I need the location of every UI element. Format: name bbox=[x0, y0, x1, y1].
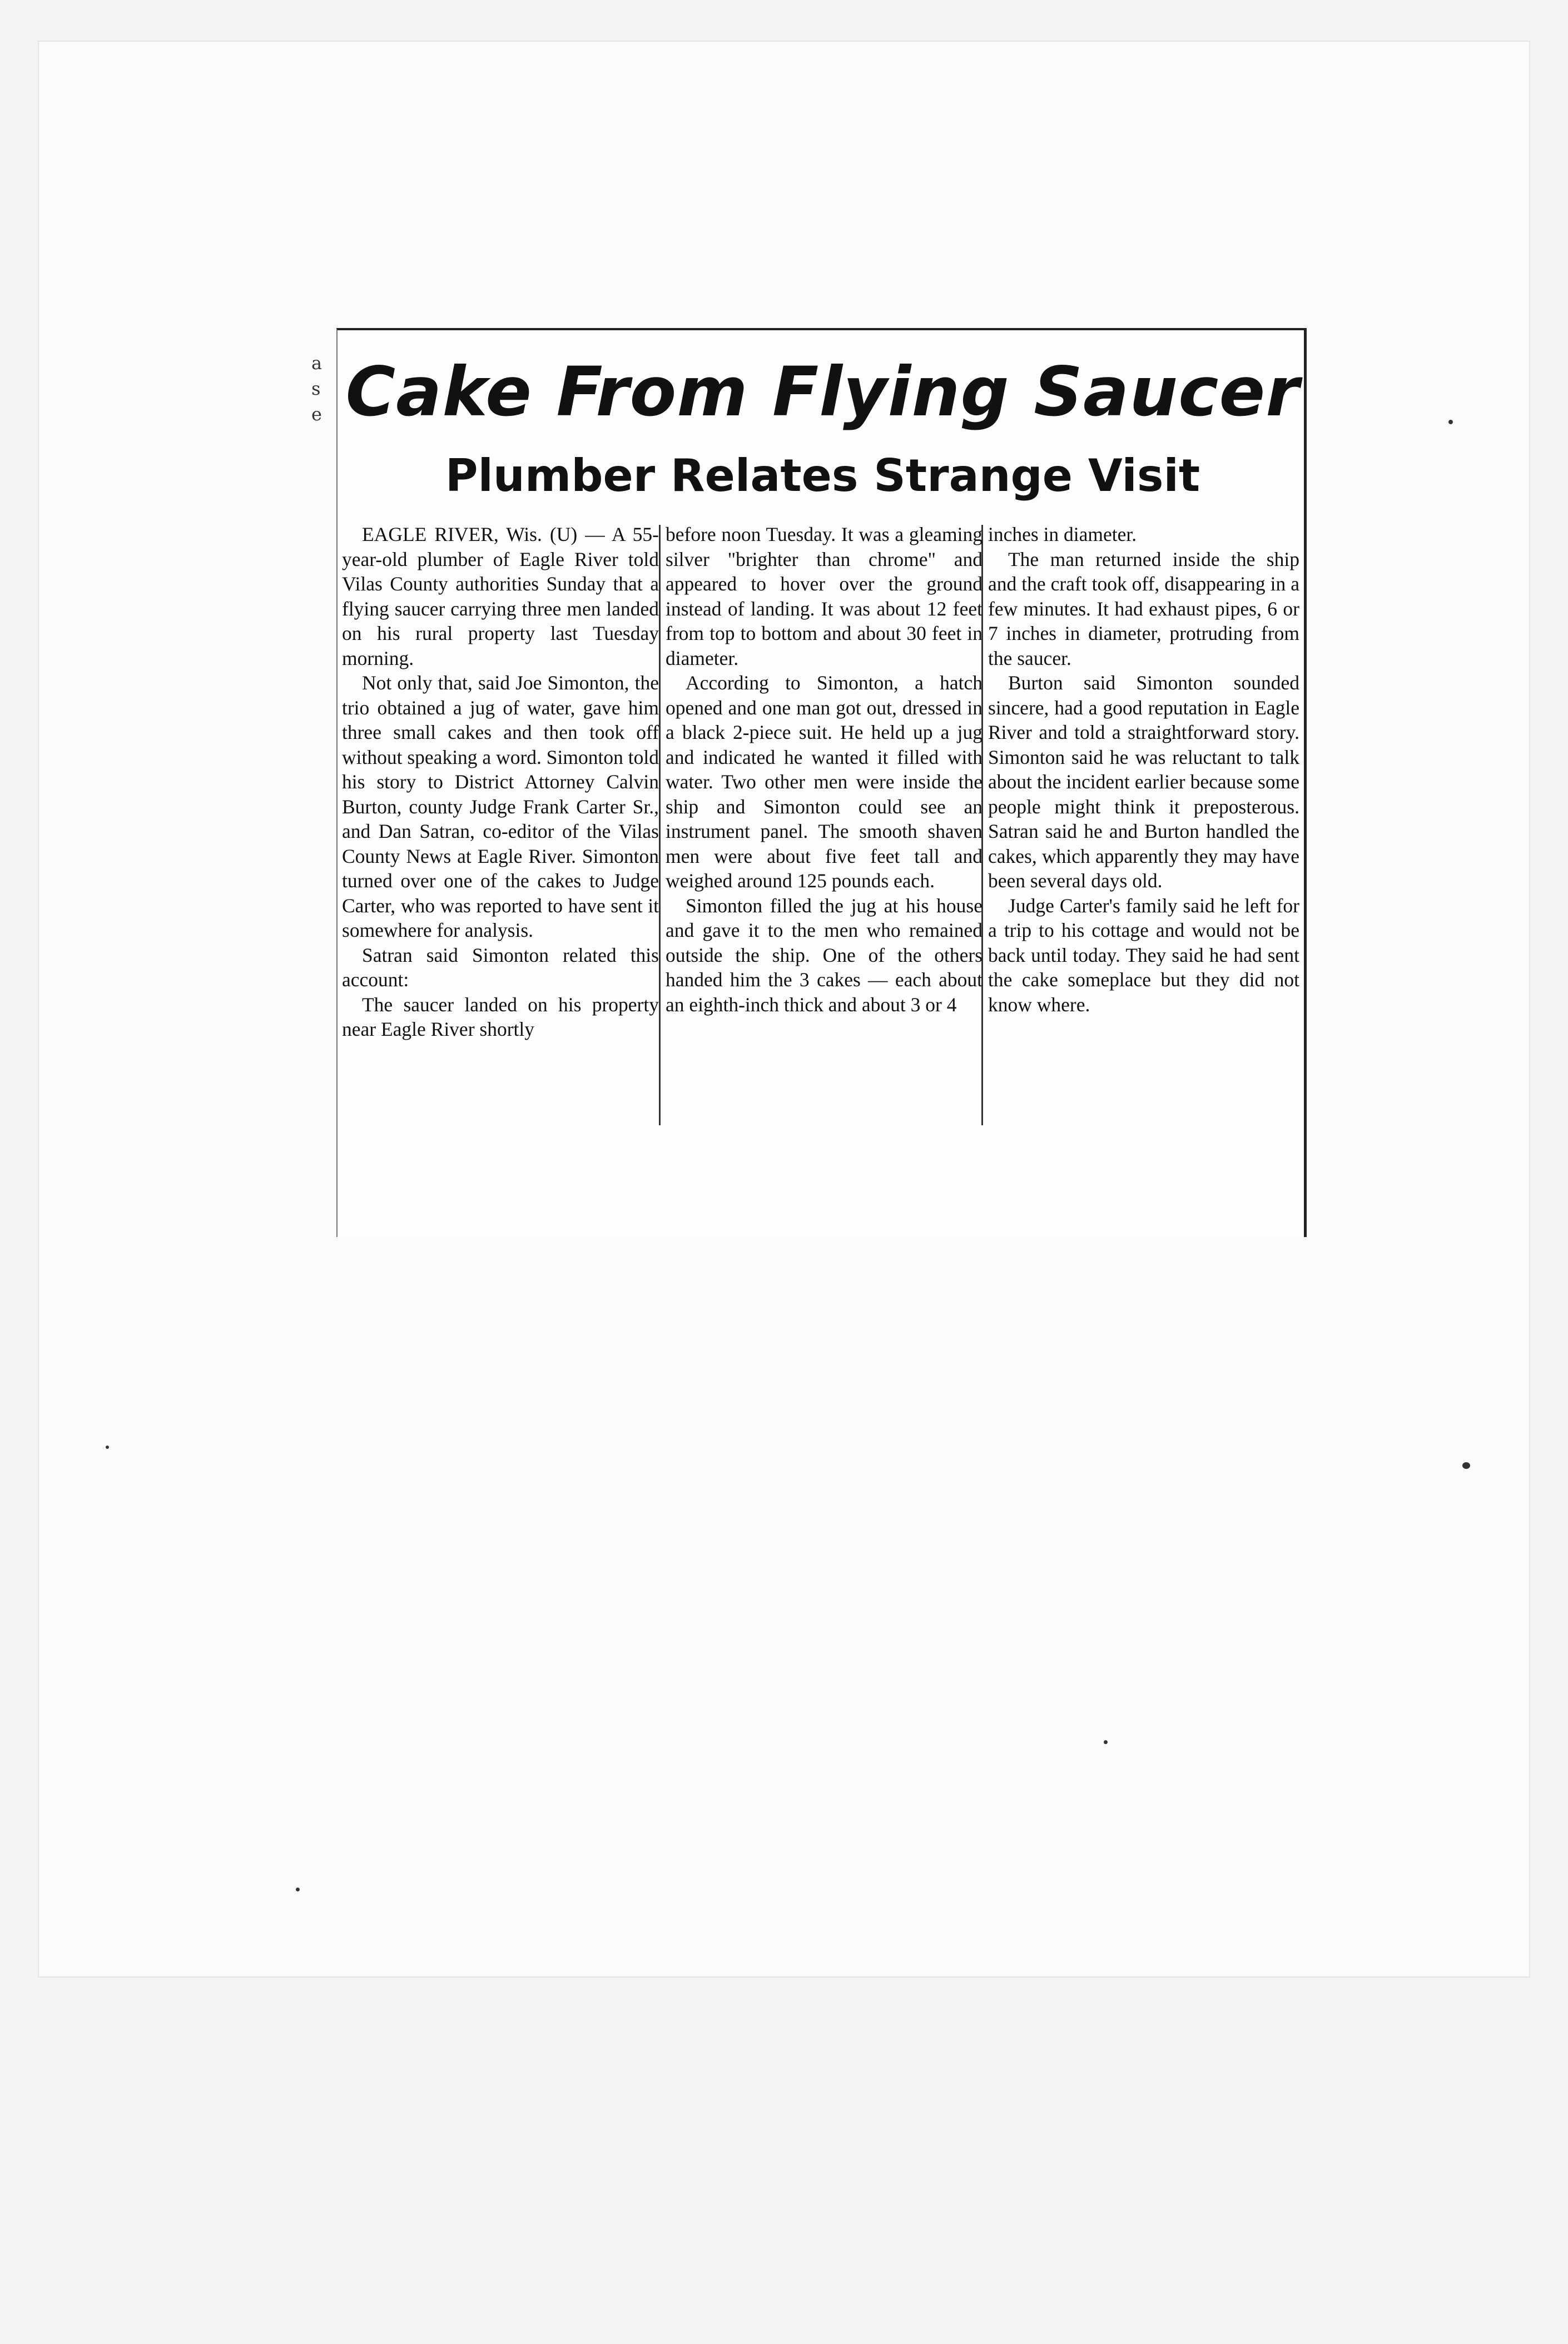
paragraph: inches in diameter. bbox=[988, 523, 1137, 545]
column-rule bbox=[659, 525, 661, 1125]
margin-marks: a s e bbox=[311, 352, 322, 425]
paragraph: before noon Tuesday. It was a gleaming silver "brighter than chrome" and appeared to hover over the ground instead of landing. It was about 12 feet from top to bottom and about 30 feet in diameter. bbox=[666, 523, 983, 669]
paragraph: Judge Carter's family said he left for a trip to his cottage and would not be back until today. They said he had sent the cake someplace but they did not know where. bbox=[988, 894, 1299, 1016]
paragraph: EAGLE RIVER, Wis. (U) — A 55-year-old plumber of Eagle River told Vilas County authorities Sunday that a flying saucer carrying three men landed on his rural property last Tuesday morning. bbox=[342, 523, 659, 669]
newspaper-clipping bbox=[336, 328, 1307, 1237]
speck bbox=[1448, 420, 1453, 424]
paragraph: The man returned inside the ship and the craft took off, disappearing in a few minutes. It had exhaust pipes, 6 or 7 inches in diameter, protruding from the saucer. bbox=[988, 548, 1299, 669]
speck bbox=[296, 1888, 300, 1891]
article-column-1 bbox=[342, 522, 659, 1042]
article-column-3 bbox=[988, 522, 1299, 1017]
headline: Cake From Flying Saucer bbox=[345, 352, 1300, 431]
speck bbox=[1104, 1740, 1108, 1744]
subheadline: Plumber Relates Strange Visit bbox=[445, 450, 1200, 501]
paragraph: Burton said Simonton sounded sincere, had a good reputation in Eagle River and told a straightforward story. Simonton said he was reluctant to talk about the incident earlier because some people might think it preposterous. Satran said he and Burton handled the cakes, which apparently they may have been several days old. bbox=[988, 672, 1299, 892]
article-column-2 bbox=[666, 522, 983, 1017]
paragraph: The saucer landed on his property near Eagle River shortly bbox=[342, 993, 659, 1040]
paragraph: Simonton filled the jug at his house and gave it to the men who remained outside the ship. One of the others handed him the 3 cakes — each about an eighth-inch thick and about 3 or 4 bbox=[666, 894, 983, 1016]
speck bbox=[106, 1446, 109, 1449]
speck bbox=[1462, 1462, 1470, 1469]
paragraph: Not only that, said Joe Simonton, the trio obtained a jug of water, gave him three small cakes and then took off without speaking a word. Simonton told his story to District Attorney Calvin Burton, county Judge Frank Carter Sr., and Dan Satran, co-editor of the Vilas County News at Eagle River. Simonton turned over one of the cakes to Judge Carter, who was reported to have sent it somewhere for analysis. bbox=[342, 672, 659, 941]
paragraph: Satran said Simonton related this account: bbox=[342, 943, 659, 991]
paragraph: According to Simonton, a hatch opened and one man got out, dressed in a black 2-piece suit. He held up a jug and indicated he wanted it filled with water. Two other men were inside the ship and Simonton could see an instrument panel. The smooth shaven men were about five feet tall and weighed around 125 pounds each. bbox=[666, 672, 983, 892]
